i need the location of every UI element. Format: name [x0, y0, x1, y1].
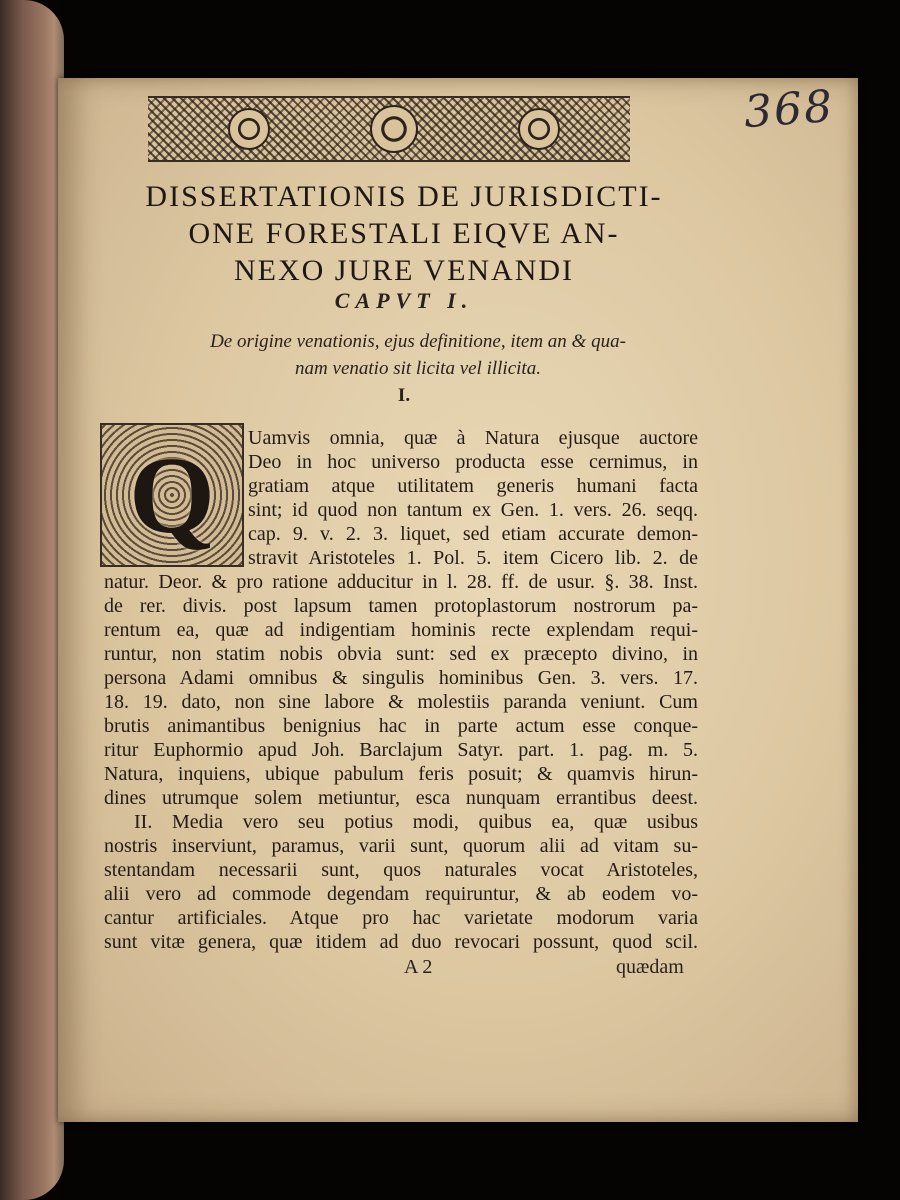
title-line: DISSERTATIONIS DE JURISDICTI- — [145, 180, 663, 213]
text-line: alii vero ad commode degendam requiruntur, & ab eodem vo- — [104, 883, 698, 905]
catchword: quædam — [616, 956, 684, 978]
decorated-initial — [100, 423, 244, 567]
chapter-subtitle — [138, 328, 698, 382]
chapter-heading: CAPVT I. — [334, 288, 474, 313]
text-line: stentandam necessarii sunt, quos naturales vocat Aristoteles, — [104, 859, 698, 881]
ornamental-headpiece — [148, 96, 630, 162]
ornament-rosette-icon — [228, 108, 270, 150]
text-line: ritur Euphormio apud Joh. Barclajum Satyr. part. 1. pag. m. 5. — [104, 739, 698, 761]
text-line: dines utrumque solem metiuntur, esca nunquam errantibus deest. — [104, 787, 698, 809]
text-line: persona Adami omnibus & singulis hominibus Gen. 3. vers. 17. — [104, 667, 698, 689]
ornament-rosette-icon — [518, 108, 560, 150]
signature-mark: A 2 — [404, 956, 433, 978]
book-page — [58, 78, 858, 1122]
previous-page-edge — [0, 0, 64, 1200]
page-title — [104, 178, 704, 289]
text-line: cap. 9. v. 2. 3. liquet, sed etiam accurate demon- — [248, 523, 698, 545]
text-line: rentum ea, quæ ad indigentiam hominis recte explendam requi- — [104, 619, 698, 641]
text-line: stravit Aristoteles 1. Pol. 5. item Cicero lib. 2. de — [248, 547, 698, 569]
text-line: brutis animantibus benignius hac in parte actum esse conque- — [104, 715, 698, 737]
handwritten-number: 368 — [742, 80, 836, 139]
text-line: Deo in hoc universo producta esse cernimus, in — [248, 451, 698, 473]
text-line: runtur, non statim nobis obvia sunt: sed ex præcepto divino, in — [104, 643, 698, 665]
text-line: de rer. divis. post lapsum tamen protoplastorum nostrorum pa- — [104, 595, 698, 617]
text-line: gratiam atque utilitatem generis humani facta — [248, 475, 698, 497]
initial-letter: Q — [129, 434, 215, 556]
text-line: Uamvis omnia, quæ à Natura ejusque auctore — [248, 427, 698, 449]
title-line: NEXO JURE VENANDI — [233, 254, 575, 287]
text-line: sunt vitæ genera, quæ itidem ad duo revocari possunt, quod scil. — [104, 931, 698, 953]
text-line: Natura, inquiens, ubique pabulum feris posuit; & quamvis hirun- — [104, 763, 698, 785]
subtitle-line: nam venatio sit licita vel illicita. — [295, 358, 541, 379]
text-line: natur. Deor. & pro ratione adducitur in l. 28. ff. de usur. §. 38. Inst. — [104, 571, 698, 593]
text-line: 18. 19. dato, non sine labore & molestiis paranda veniunt. Cum — [104, 691, 698, 713]
ornament-center-icon — [370, 105, 418, 153]
section-number: I. — [397, 385, 411, 406]
title-line: ONE FORESTALI EIQVE AN- — [188, 217, 620, 250]
subtitle-line: De origine venationis, ejus definitione, item an & qua- — [210, 331, 626, 352]
text-line: II. Media vero seu potius modi, quibus ea, quæ usibus — [134, 811, 698, 833]
text-line: cantur artificiales. Atque pro hac varietate modorum varia — [104, 907, 698, 929]
text-line: nostris inserviunt, paramus, varii sunt, quorum alii ad vitam su- — [104, 835, 698, 857]
text-line: sint; id quod non tantum ex Gen. 1. vers. 26. seqq. — [248, 499, 698, 521]
